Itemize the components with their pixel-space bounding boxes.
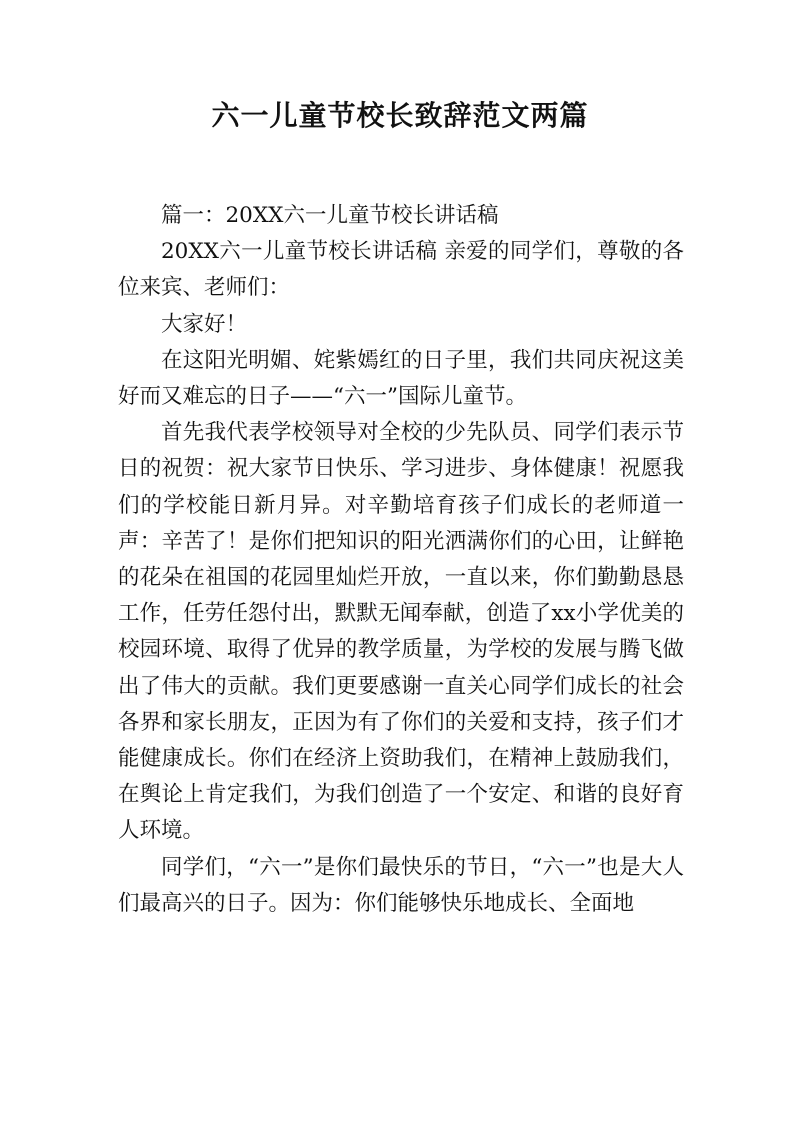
body-paragraph: 在这阳光明媚、姹紫嫣红的日子里，我们共同庆祝这美好而又难忘的日子——“六一”国际儿童节。: [118, 347, 684, 410]
body-paragraph: 同学们，“六一”是你们最快乐的节日，“六一”也是大人们最高兴的日子。因为：你们能够快乐地成长、全面地: [118, 854, 684, 916]
salutation-paragraph: 20XX六一儿童节校长讲话稿 亲爱的同学们，尊敬的各位来宾、老师们：: [118, 239, 684, 301]
document-body: [118, 198, 684, 922]
body-paragraph: 首先我代表学校领导对全校的少先队员、同学们表示节日的祝贺：祝大家节日快乐、学习进步、身体健康！祝愿我们的学校能日新月异。对辛勤培育孩子们成长的老师道一声：辛苦了！是你们把知识的阳光洒满你们的心田，让鲜艳的花朵在祖国的花园里灿烂开放，一直以来，你们勤勤恳恳工作，任劳任怨付出，默默无闻奉献，创造了xx小学优美的校园环境、取得了优异的教学质量，为学校的发展与腾飞做出了伟大的贡献。我们更要感谢一直关心同学们成长的社会各界和家长朋友，正因为有了你们的关爱和支持，孩子们才能健康成长。你们在经济上资助我们，在精神上鼓励我们，在舆论上肯定我们，为我们创造了一个安定、和谐的良好育人环境。: [118, 420, 684, 844]
greeting-paragraph: 大家好！: [161, 311, 248, 337]
document-title: 六一儿童节校长致辞范文两篇: [211, 99, 589, 132]
section-heading: 篇一：20XX六一儿童节校长讲话稿: [161, 203, 499, 228]
